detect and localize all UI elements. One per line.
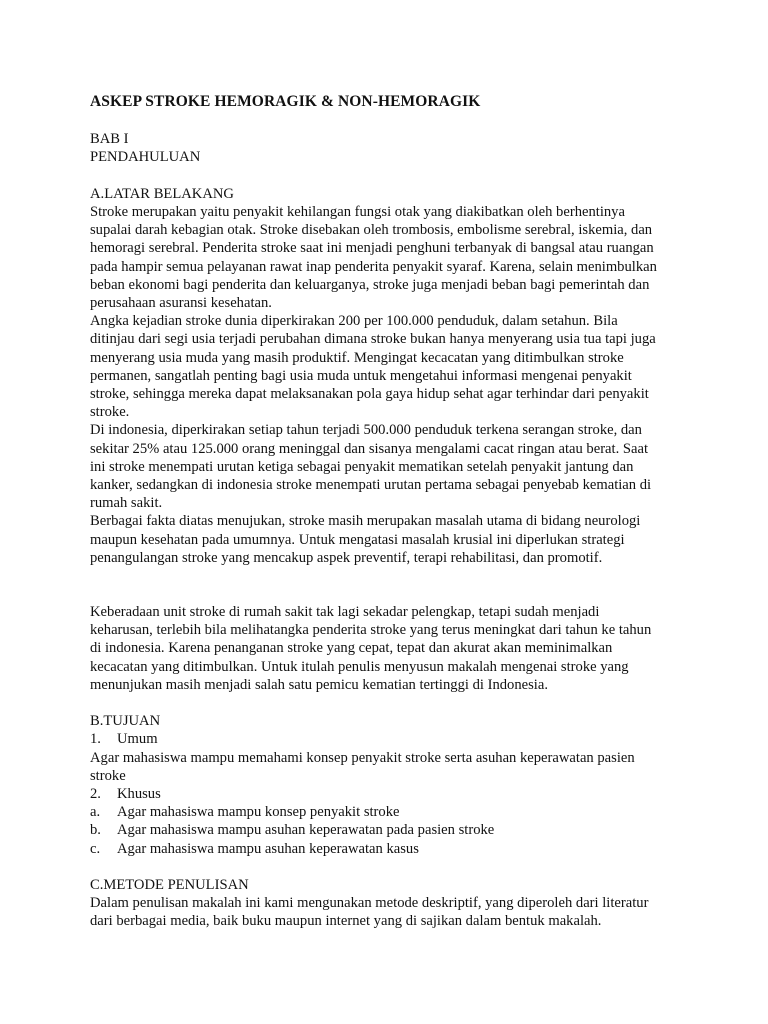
paragraph-line: permanen, sangatlah penting bagi usia muda untuk mengetahui informasi mengenai penyakit [90,367,632,384]
paragraph-2 [90,312,708,421]
spacer [90,858,708,876]
khusus-item-c [90,840,708,858]
paragraph-line: stroke. [90,404,130,421]
paragraph-line: kanker, sedangkan di indonesia stroke menempati urutan pertama sebagai penyebab kematian di [90,477,652,494]
paragraph-line: hemoragi serebral. Penderita stroke saat ini menjadi penghuni terbanyak di bangsal atau ruangan [90,240,654,257]
paragraph-3 [90,421,708,512]
paragraph-1 [90,203,708,312]
list-text: Agar mahasiswa mampu asuhan keperawatan pada pasien stroke [117,822,495,839]
paragraph-line: maupun kesehatan pada umumnya. Untuk mengatasi masalah krusial ini diperlukan strategi [90,531,625,548]
paragraph-line: sekitar 25% atau 125.000 orang meninggal dan sisanya mengalami cacat ringan atau berat. Saat [90,440,649,457]
khusus-item-a [90,803,708,821]
chapter-number: BAB I [90,131,129,148]
paragraph-line: stroke [90,767,126,784]
chapter-title: PENDAHULUAN [90,149,201,166]
paragraph-line: beban ekonomi bagi penderita dan keluarganya, stroke juga menjadi beban bagi pemerintah dan [90,276,650,293]
paragraph-4 [90,512,708,567]
section-heading-tujuan: B.TUJUAN [90,713,161,730]
paragraph-line: di indonesia. Karena penanganan stroke yang cepat, tepat dan akurat akan meminimalkan [90,640,613,657]
paragraph-line: Dalam penulisan makalah ini kami mengunakan metode deskriptif, yang diperoleh dari literatur [90,895,649,912]
spacer [90,694,708,712]
list-label: Khusus [117,786,161,803]
paragraph-line: kecacatan yang ditimbulkan. Untuk itulah penulis menyusun makalah mengenai stroke yang [90,658,629,675]
list-item-umum [90,730,708,748]
paragraph-line: perusahaan asuransi kesehatan. [90,295,272,312]
section-heading-metode-penulisan: C.METODE PENULISAN [90,877,249,894]
paragraph-line: rumah sakit. [90,495,163,512]
paragraph-line: ini stroke menempati urutan ketiga sebagai penyakit mematikan setelah penyakit jantung dan [90,458,634,475]
list-marker: b. [90,822,101,839]
list-marker: 2. [90,786,101,803]
paragraph-line: pada hampir semua pelayanan rawat inap penderita penyakit syaraf. Karena, selain menimbulkan [90,258,657,275]
paragraph-line: stroke, sehingga mereka dapat melaksanakan pola gaya hidup sehat agar terhindar dari penyakit [90,386,649,403]
list-text: Agar mahasiswa mampu konsep penyakit stroke [117,804,400,821]
paragraph-line: dari berbagai media, baik buku maupun internet yang di sajikan dalam bentuk makalah. [90,913,602,930]
paragraph-line: keharusan, terlebih bila melihatangka penderita stroke yang terus meningkat dari tahun ke tahun [90,622,652,639]
spacer [90,167,708,185]
list-marker: c. [90,840,101,857]
paragraph-line: Berbagai fakta diatas menujukan, stroke masih merupakan masalah utama di bidang neurologi [90,513,641,530]
document-title: ASKEP STROKE HEMORAGIK & NON-HEMORAGIK [90,93,481,110]
list-label: Umum [117,731,158,748]
paragraph-line: Di indonesia, diperkirakan setiap tahun terjadi 500.000 penduduk terkena serangan stroke, dan [90,422,642,439]
list-marker: a. [90,804,101,821]
list-marker: 1. [90,731,101,748]
paragraph-line: supalai darah kebagian otak. Stroke disebakan oleh trombosis, embolisme serebral, iskemia, dan [90,222,653,239]
paragraph-line: penangulangan stroke yang mencakup aspek preventif, terapi rehabilitasi, dan promotif. [90,549,603,566]
paragraph-line: menyerang usia muda yang masih produktif. Mengingat kecacatan yang ditimbulkan stroke [90,349,624,366]
spacer [90,567,708,603]
khusus-item-b [90,821,708,839]
paragraph-line: ditinjau dari segi usia terjadi perubahan dimana stroke bukan hanya menyerang usia tua tapi juga [90,331,656,348]
paragraph-line: Angka kejadian stroke dunia diperkirakan 200 per 100.000 penduduk, dalam setahun. Bila [90,313,618,330]
section-heading-latar-belakang: A.LATAR BELAKANG [90,185,234,202]
paragraph-line: Keberadaan unit stroke di rumah sakit tak lagi sekadar pelengkap, tetapi sudah menjadi [90,604,600,621]
list-text: Agar mahasiswa mampu asuhan keperawatan kasus [117,840,419,857]
paragraph-line: Agar mahasiswa mampu memahami konsep penyakit stroke serta asuhan keperawatan pasien [90,749,635,766]
list-item-khusus [90,785,708,803]
paragraph-line: Stroke merupakan yaitu penyakit kehilangan fungsi otak yang diakibatkan oleh berhentinya [90,204,625,220]
paragraph-metode [90,894,708,930]
umum-text [90,749,708,785]
paragraph-5 [90,603,708,694]
paragraph-line: menunjukan masih menjadi salah satu pemicu kematian tertinggi di Indonesia. [90,676,548,693]
